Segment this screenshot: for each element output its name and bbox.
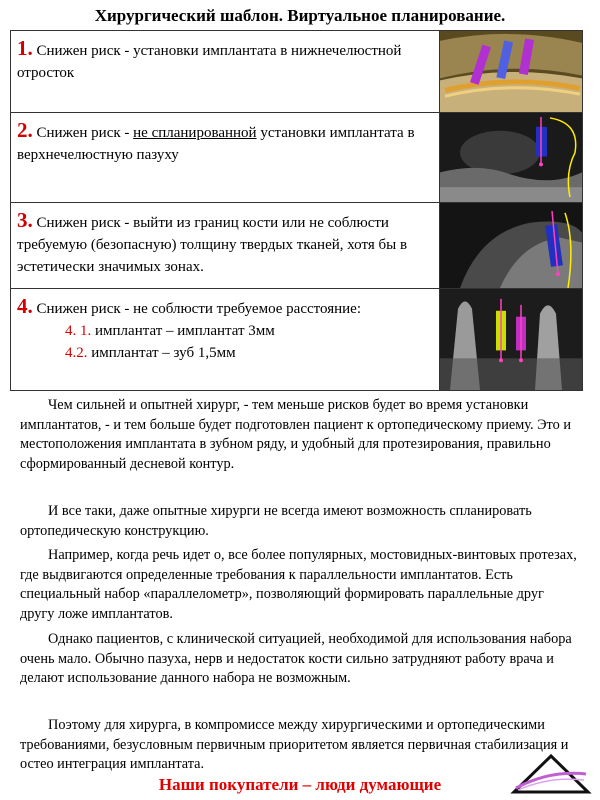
pyramid-logo-icon — [510, 748, 592, 798]
subitem-text: имплантат – зуб 1,5мм — [87, 345, 236, 361]
risk-number-2: 2. — [17, 118, 33, 142]
page-title: Хирургический шаблон. Виртуальное планирование. — [94, 6, 506, 25]
risk-desc-2-pre: Снижен риск - — [32, 125, 134, 141]
bone-scan-graphic — [440, 203, 582, 288]
scan-image-1 — [440, 31, 583, 113]
risk-row-1 — [11, 31, 583, 113]
risk-desc-1: Снижен риск - установки имплантата в нижнечелюстной отросток — [17, 43, 402, 81]
sinus-scan-graphic — [440, 113, 582, 202]
risk-number-1: 1. — [17, 36, 33, 60]
risk-desc-2-underlined: не спланированной — [133, 125, 257, 141]
paragraph-2: И все таки, даже опытные хирурги не всегда имеют возможность спланировать ортопедическую конструкцию. — [20, 503, 532, 539]
risk-text-1 — [11, 31, 440, 113]
paragraph-4: Однако пациентов, с клинической ситуацией, необходимой для использования набора очень мало. Обычно пазуха, нерв и недостаток кости сильно затрудняют работу врача и делают использование данного набора не возможным. — [20, 631, 572, 686]
risk-row-4 — [11, 289, 583, 391]
risk-subitem-4-2 — [17, 342, 433, 364]
risk-row-2 — [11, 113, 583, 203]
risk-text-4 — [11, 289, 440, 391]
paragraph-5: Поэтому для хирурга, в компромиссе между хирургическими и ортопедическими требованиями, безусловным первичным приоритетом является первичная стабилизация и остео интеграция имплантата. — [20, 717, 569, 772]
paragraph-3: Например, когда речь идет о, все более популярных, мостовидных-винтовых протезах, где выдвигаются определенные требования к параллельности имплантатов. Есть специальный набор «параллелометр», позволяющий формировать параллельные друг другу ложе имплантатов. — [20, 547, 577, 622]
scan-image-3 — [440, 203, 583, 289]
risk-number-3: 3. — [17, 208, 33, 232]
risk-subitem-4-1 — [17, 320, 433, 342]
subitem-number: 4. 1. — [65, 323, 92, 339]
risk-number-4: 4. — [17, 294, 33, 318]
footer-slogan: Наши покупатели – люди думающие — [158, 775, 442, 794]
risk-table — [10, 30, 583, 391]
risk-row-3 — [11, 203, 583, 289]
risk-desc-2-post: установки имплантата в верхнечелюстную пазуху — [17, 125, 415, 163]
subitem-text: имплантат – имплантат 3мм — [91, 323, 275, 339]
paragraph-1: Чем сильней и опытней хирург, - тем меньше рисков будет во время установки имплантатов, - и тем больше будет подготовлен пациент к ортопедическому приему. Это и местоположения имплантата в зубном ряду, и удобный для протезирования, правильно сформированный десневой контур. — [20, 397, 571, 472]
risk-text-2 — [11, 113, 440, 203]
scan-image-4 — [440, 289, 583, 391]
scan-image-2 — [440, 113, 583, 203]
risk-text-3 — [11, 203, 440, 289]
distance-scan-graphic — [440, 289, 582, 390]
risk-desc-4: Снижен риск - не соблюсти требуемое расстояние: — [32, 301, 361, 317]
panoramic-scan-graphic — [440, 31, 582, 112]
risk-desc-3: Снижен риск - выйти из границ кости или не соблюсти требуемую (безопасную) толщину твердых тканей, хотя бы в эстетически значимых зонах. — [17, 215, 408, 275]
subitem-number: 4.2. — [65, 345, 88, 361]
